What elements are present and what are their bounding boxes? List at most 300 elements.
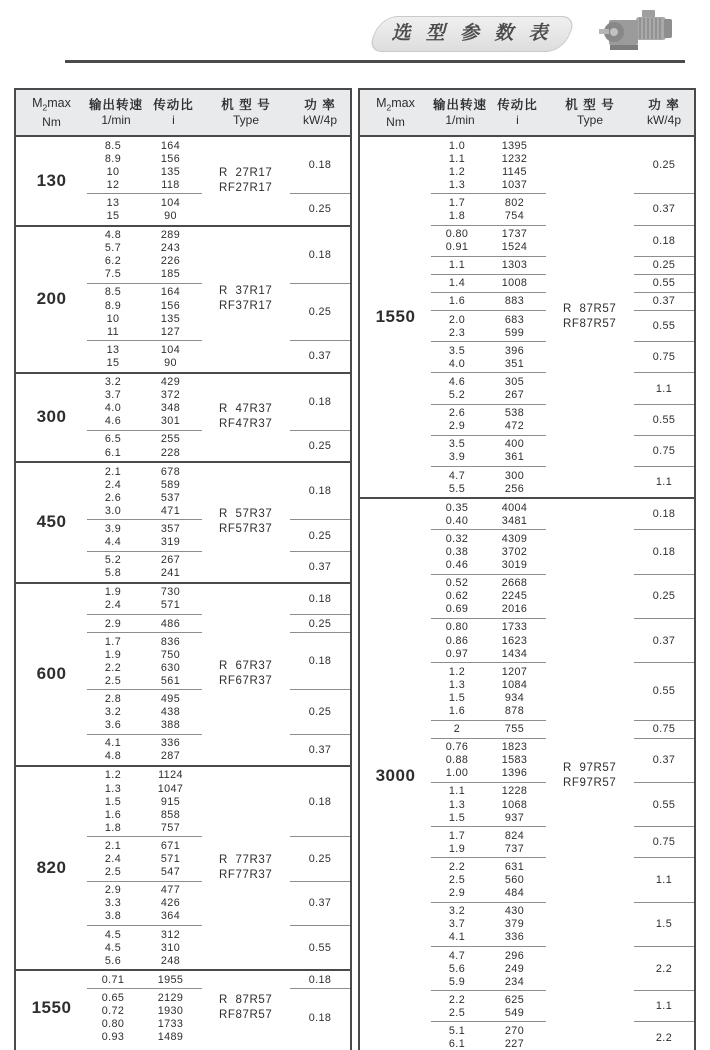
speed-value: 0.86 <box>445 634 469 647</box>
ratio-value: 310 <box>160 941 181 954</box>
speed-value: 5.6 <box>104 954 122 967</box>
gear-motor-icon <box>596 7 676 59</box>
power-value: 1.1 <box>634 858 694 902</box>
speed-value: 1.0 <box>448 139 466 152</box>
power-value: 0.18 <box>634 530 694 574</box>
type-line: RF57R37 <box>219 523 273 536</box>
table-row <box>431 993 546 1006</box>
ratio-value: 1737 <box>501 228 528 241</box>
ratio-value: 1047 <box>157 782 184 795</box>
output-hub <box>610 28 618 36</box>
table-row <box>87 478 202 491</box>
speed-value: 2.2 <box>448 860 466 873</box>
ratio-value: 156 <box>160 299 181 312</box>
ratio-value: 802 <box>504 196 525 209</box>
type-line: RF47R37 <box>219 418 273 431</box>
type-value <box>546 302 634 332</box>
speed-value: 0.65 <box>101 991 125 1004</box>
table-row <box>87 178 202 191</box>
table-row <box>431 1024 546 1037</box>
ratio-value: 255 <box>160 433 181 446</box>
speed-value: 13 <box>106 343 120 356</box>
speed-value: 5.9 <box>448 975 466 988</box>
speed-ratio-group <box>87 633 202 690</box>
table-row <box>87 1004 202 1017</box>
speed-ratio-group <box>87 137 202 194</box>
table-row <box>431 501 546 514</box>
ratio-value: 267 <box>504 389 525 402</box>
type-line: R 57R37 <box>219 508 273 521</box>
torque-value: 130 <box>36 170 67 190</box>
speed-value: 1.3 <box>448 178 466 191</box>
speed-value: 4.7 <box>448 469 466 482</box>
ratio-value: 678 <box>160 465 181 478</box>
ratio-value: 1489 <box>157 1031 184 1044</box>
table-row <box>431 577 546 590</box>
ratio-value: 429 <box>160 376 181 389</box>
speed-ratio-group <box>87 989 202 1045</box>
table-row <box>87 152 202 165</box>
speed-value: 2.4 <box>104 599 122 612</box>
ratio-value: 934 <box>504 691 525 704</box>
power-value: 0.25 <box>634 137 694 194</box>
ratio-value: 495 <box>160 693 181 706</box>
param-table-right <box>358 88 696 1050</box>
ratio-value: 484 <box>504 887 525 900</box>
ratio-value: 248 <box>160 954 181 967</box>
ratio-value: 1207 <box>501 665 528 678</box>
speed-value: 3.2 <box>448 905 466 918</box>
table-row <box>87 567 202 580</box>
speed-ratio-group <box>431 499 546 530</box>
speed-ratio-group <box>87 341 202 371</box>
table-row <box>87 1031 202 1044</box>
table-row <box>87 389 202 402</box>
power-value: 0.18 <box>634 499 694 530</box>
table-row <box>87 853 202 866</box>
table-row <box>87 491 202 504</box>
type-line: R 67R37 <box>219 660 273 673</box>
type-value <box>202 507 290 537</box>
table-row <box>431 647 546 660</box>
ratio-value: 351 <box>504 357 525 370</box>
table-row <box>431 228 546 241</box>
ratio-value: 1008 <box>501 277 528 290</box>
table-row <box>431 209 546 222</box>
speed-value: 8.9 <box>104 152 122 165</box>
ratio-value: 477 <box>160 884 181 897</box>
table-row <box>87 433 202 446</box>
table-row <box>87 941 202 954</box>
output-shaft <box>599 29 609 34</box>
speed-ratio-group <box>431 739 546 783</box>
table-row <box>431 785 546 798</box>
speed-value: 3.9 <box>104 522 122 535</box>
speed-value: 8.9 <box>104 299 122 312</box>
table-row <box>87 554 202 567</box>
ratio-value: 287 <box>160 750 181 763</box>
torque-value: 300 <box>36 407 67 427</box>
speed-ratio-group <box>431 257 546 275</box>
table-row <box>87 415 202 428</box>
speed-value: 1.1 <box>448 259 466 272</box>
torque-value: 450 <box>36 512 67 532</box>
table-header <box>360 90 694 137</box>
ratio-value: 430 <box>504 905 525 918</box>
torque-section <box>16 463 350 584</box>
speed-value: 5.1 <box>448 1024 466 1037</box>
speed-ratio-group <box>431 1022 546 1050</box>
table-row <box>87 866 202 879</box>
ratio-value: 560 <box>504 874 525 887</box>
ratio-value: 104 <box>160 343 181 356</box>
table-row <box>431 152 546 165</box>
table-row <box>431 811 546 824</box>
table-header <box>16 90 350 137</box>
speed-ratio-group <box>87 227 202 284</box>
table-row <box>87 839 202 852</box>
ratio-value: 1084 <box>501 678 528 691</box>
ratio-value: 1068 <box>501 798 528 811</box>
speed-ratio-group <box>87 882 202 926</box>
speed-value: 1.3 <box>104 782 122 795</box>
power-value: 0.25 <box>290 520 350 551</box>
table-row <box>431 277 546 290</box>
speed-value: 7.5 <box>104 268 122 281</box>
table-row <box>87 242 202 255</box>
table-row <box>431 438 546 451</box>
speed-ratio-group <box>431 783 546 827</box>
ratio-value: 671 <box>160 839 181 852</box>
speed-value: 2.4 <box>104 478 122 491</box>
table-row <box>87 884 202 897</box>
table-row <box>431 407 546 420</box>
ratio-value: 1524 <box>501 241 528 254</box>
type-value <box>546 761 634 791</box>
speed-ratio-group <box>431 467 546 497</box>
table-row <box>87 910 202 923</box>
speed-value: 0.52 <box>445 577 469 590</box>
power-value: 0.18 <box>290 633 350 690</box>
speed-ratio-group <box>87 735 202 765</box>
ratio-value: 737 <box>504 842 525 855</box>
table-body-right <box>360 137 694 1050</box>
ratio-value: 296 <box>504 949 525 962</box>
power-value: 0.25 <box>308 439 332 452</box>
speed-value: 4.1 <box>104 737 122 750</box>
speed-value: 2.4 <box>104 853 122 866</box>
table-row <box>431 634 546 647</box>
table-row <box>431 691 546 704</box>
table-row <box>87 821 202 834</box>
speed-value: 1.5 <box>448 811 466 824</box>
ratio-value: 301 <box>160 415 181 428</box>
speed-value: 2.9 <box>448 887 466 900</box>
table-row <box>431 178 546 191</box>
table-row <box>431 887 546 900</box>
ratio-value: 1232 <box>501 152 528 165</box>
speed-value: 15 <box>106 210 120 223</box>
speed-value: 0.76 <box>445 741 469 754</box>
ratio-value: 249 <box>504 962 525 975</box>
power-value: 0.37 <box>290 882 350 926</box>
speed-value: 3.5 <box>448 438 466 451</box>
ratio-value: 683 <box>504 313 525 326</box>
table-row <box>87 165 202 178</box>
ratio-value: 400 <box>504 438 525 451</box>
ratio-value: 537 <box>160 491 181 504</box>
table-row <box>87 706 202 719</box>
ratio-value: 227 <box>504 1038 525 1050</box>
ratio-value: 1583 <box>501 754 528 767</box>
power-value: 0.25 <box>290 284 350 341</box>
power-value: 0.18 <box>634 226 694 257</box>
speed-value: 1.7 <box>448 829 466 842</box>
speed-value: 2.6 <box>448 407 466 420</box>
ratio-value: 538 <box>504 407 525 420</box>
table-row <box>431 451 546 464</box>
table-row <box>87 719 202 732</box>
speed-value: 0.35 <box>445 501 469 514</box>
ratio-value: 438 <box>160 706 181 719</box>
ratio-value: 937 <box>504 811 525 824</box>
power-value: 0.18 <box>308 1011 332 1024</box>
table-row <box>431 357 546 370</box>
speed-value: 1.8 <box>104 821 122 834</box>
table-row <box>87 356 202 369</box>
type-line: RF97R57 <box>563 776 617 789</box>
table-row <box>431 931 546 944</box>
param-table-left <box>14 88 352 1050</box>
speed-ratio-group <box>431 293 546 311</box>
ratio-value: 319 <box>160 536 181 549</box>
table-row <box>431 295 546 308</box>
speed-value: 4.1 <box>448 931 466 944</box>
type-line: R 87R57 <box>219 994 273 1007</box>
speed-value: 11 <box>106 325 119 338</box>
speed-ratio-group <box>431 342 546 373</box>
speed-value: 4.8 <box>104 750 122 763</box>
speed-value: 2.8 <box>104 693 122 706</box>
speed-value: 0.40 <box>445 514 469 527</box>
speed-value: 2.0 <box>448 313 466 326</box>
power-value: 0.55 <box>634 311 694 342</box>
speed-value: 2.6 <box>104 491 122 504</box>
speed-value: 1.9 <box>448 842 466 855</box>
table-row <box>431 165 546 178</box>
ratio-value: 289 <box>160 229 181 242</box>
ratio-value: 336 <box>504 931 525 944</box>
speed-value: 4.4 <box>104 536 122 549</box>
ratio-value: 135 <box>160 312 181 325</box>
power-value: 0.37 <box>308 560 332 573</box>
speed-ratio-group <box>87 194 202 224</box>
speed-ratio-group <box>87 463 202 520</box>
speed-ratio-group <box>431 194 546 225</box>
table-row <box>431 754 546 767</box>
power-value: 0.25 <box>634 257 694 275</box>
speed-value: 4.6 <box>448 375 466 388</box>
table-row <box>431 514 546 527</box>
table-row <box>431 829 546 842</box>
speed-value: 2.3 <box>448 326 466 339</box>
col-header-speed: 输出转速 1/min <box>432 98 487 127</box>
speed-value: 1.2 <box>104 769 122 782</box>
table-row <box>87 991 202 1004</box>
ratio-value: 226 <box>160 255 181 268</box>
type-line: RF77R37 <box>219 869 273 882</box>
ratio-value: 312 <box>160 928 181 941</box>
type-value <box>202 659 290 689</box>
ratio-value: 364 <box>160 910 181 923</box>
table-row <box>87 737 202 750</box>
ratio-value: 241 <box>160 567 181 580</box>
type-line: RF87R57 <box>219 1009 273 1022</box>
ratio-value: 127 <box>160 325 181 338</box>
speed-value: 2.2 <box>448 993 466 1006</box>
ratio-value: 1733 <box>501 621 528 634</box>
speed-value: 1.9 <box>104 586 122 599</box>
ratio-value: 730 <box>160 586 181 599</box>
speed-value: 1.9 <box>104 648 122 661</box>
ratio-value: 243 <box>160 242 181 255</box>
speed-value: 1.00 <box>445 767 469 780</box>
table-row <box>431 678 546 691</box>
table-row <box>87 139 202 152</box>
ratio-value: 750 <box>160 648 181 661</box>
speed-ratio-group <box>431 311 546 342</box>
speed-value: 3.7 <box>448 918 466 931</box>
table-row <box>87 897 202 910</box>
speed-ratio-group <box>87 374 202 431</box>
power-value: 0.18 <box>290 227 350 284</box>
table-row <box>431 241 546 254</box>
ratio-value: 3702 <box>501 545 528 558</box>
speed-value: 0.88 <box>445 754 469 767</box>
ratio-value: 388 <box>160 719 181 732</box>
speed-ratio-group <box>87 690 202 734</box>
speed-ratio-group <box>431 619 546 663</box>
table-row <box>431 905 546 918</box>
col-header-power: 功 率 kW/4p <box>302 98 337 127</box>
speed-value: 3.2 <box>104 376 122 389</box>
type-line: RF27R17 <box>219 181 273 194</box>
ratio-value: 549 <box>504 1006 525 1019</box>
speed-value: 4.5 <box>104 928 122 941</box>
ratio-value: 1124 <box>158 769 183 782</box>
speed-value: 0.62 <box>445 590 469 603</box>
ratio-value: 754 <box>504 210 525 223</box>
power-value: 0.37 <box>634 194 694 225</box>
speed-value: 13 <box>106 196 120 209</box>
col-header-power: 功 率 kW/4p <box>646 98 681 127</box>
speed-value: 2.5 <box>104 866 122 879</box>
speed-value: 0.72 <box>101 1004 125 1017</box>
ratio-value: 267 <box>160 554 181 567</box>
type-line: RF67R37 <box>219 675 273 688</box>
gear-motor-image <box>596 7 676 59</box>
speed-value: 6.5 <box>104 433 122 446</box>
type-line: RF87R57 <box>563 318 617 331</box>
power-value: 1.5 <box>634 903 694 947</box>
speed-value: 5.2 <box>448 389 466 402</box>
table-row <box>87 661 202 674</box>
power-value: 0.25 <box>308 203 332 216</box>
table-row <box>431 469 546 482</box>
speed-ratio-group <box>87 615 202 633</box>
tables-area <box>14 88 696 1050</box>
table-row <box>87 782 202 795</box>
power-value: 1.1 <box>655 476 673 489</box>
ratio-value: 1623 <box>501 634 528 647</box>
speed-ratio-group <box>431 721 546 739</box>
table-row <box>431 389 546 402</box>
table-row <box>87 648 202 661</box>
speed-ratio-group <box>431 436 546 467</box>
speed-value: 3.7 <box>104 389 122 402</box>
table-row <box>431 860 546 873</box>
table-row <box>87 299 202 312</box>
speed-value: 4.7 <box>448 949 466 962</box>
speed-value: 2.9 <box>104 884 122 897</box>
table-row <box>87 522 202 535</box>
table-row <box>431 741 546 754</box>
table-row <box>87 586 202 599</box>
speed-value: 2.5 <box>104 674 122 687</box>
table-row <box>431 704 546 717</box>
speed-value: 4.8 <box>104 229 122 242</box>
table-row <box>87 769 202 782</box>
speed-ratio-group <box>431 903 546 947</box>
speed-value: 5.7 <box>104 242 122 255</box>
speed-ratio-group <box>87 926 202 969</box>
table-row <box>87 536 202 549</box>
ratio-value: 270 <box>504 1024 525 1037</box>
speed-value: 8.5 <box>104 286 122 299</box>
speed-value: 1.7 <box>104 635 122 648</box>
ratio-value: 589 <box>160 478 181 491</box>
torque-value: 3000 <box>375 765 416 785</box>
ratio-value: 1930 <box>157 1004 184 1017</box>
power-value: 1.1 <box>634 373 694 404</box>
torque-value: 1550 <box>375 307 416 327</box>
ratio-value: 2668 <box>501 577 528 590</box>
speed-value: 0.97 <box>445 647 469 660</box>
power-value: 0.37 <box>634 293 694 311</box>
power-value: 0.37 <box>634 619 694 663</box>
ratio-value: 571 <box>160 853 181 866</box>
table-row <box>87 465 202 478</box>
table-row <box>431 842 546 855</box>
speed-value: 0.80 <box>445 228 469 241</box>
speed-value: 1.3 <box>448 678 466 691</box>
type-line: R 37R17 <box>219 285 273 298</box>
speed-ratio-group <box>431 663 546 720</box>
ratio-value: 185 <box>160 268 181 281</box>
ratio-value: 357 <box>160 522 181 535</box>
speed-value: 3.6 <box>104 719 122 732</box>
table-row <box>431 975 546 988</box>
ratio-value: 256 <box>504 482 525 495</box>
ratio-value: 858 <box>160 808 181 821</box>
table-row <box>87 750 202 763</box>
col-header-ratio: 传动比 i <box>497 98 538 127</box>
table-row <box>431 1006 546 1019</box>
table-row <box>431 798 546 811</box>
table-row <box>87 255 202 268</box>
power-value: 0.18 <box>290 971 350 989</box>
power-value: 0.25 <box>290 837 350 881</box>
